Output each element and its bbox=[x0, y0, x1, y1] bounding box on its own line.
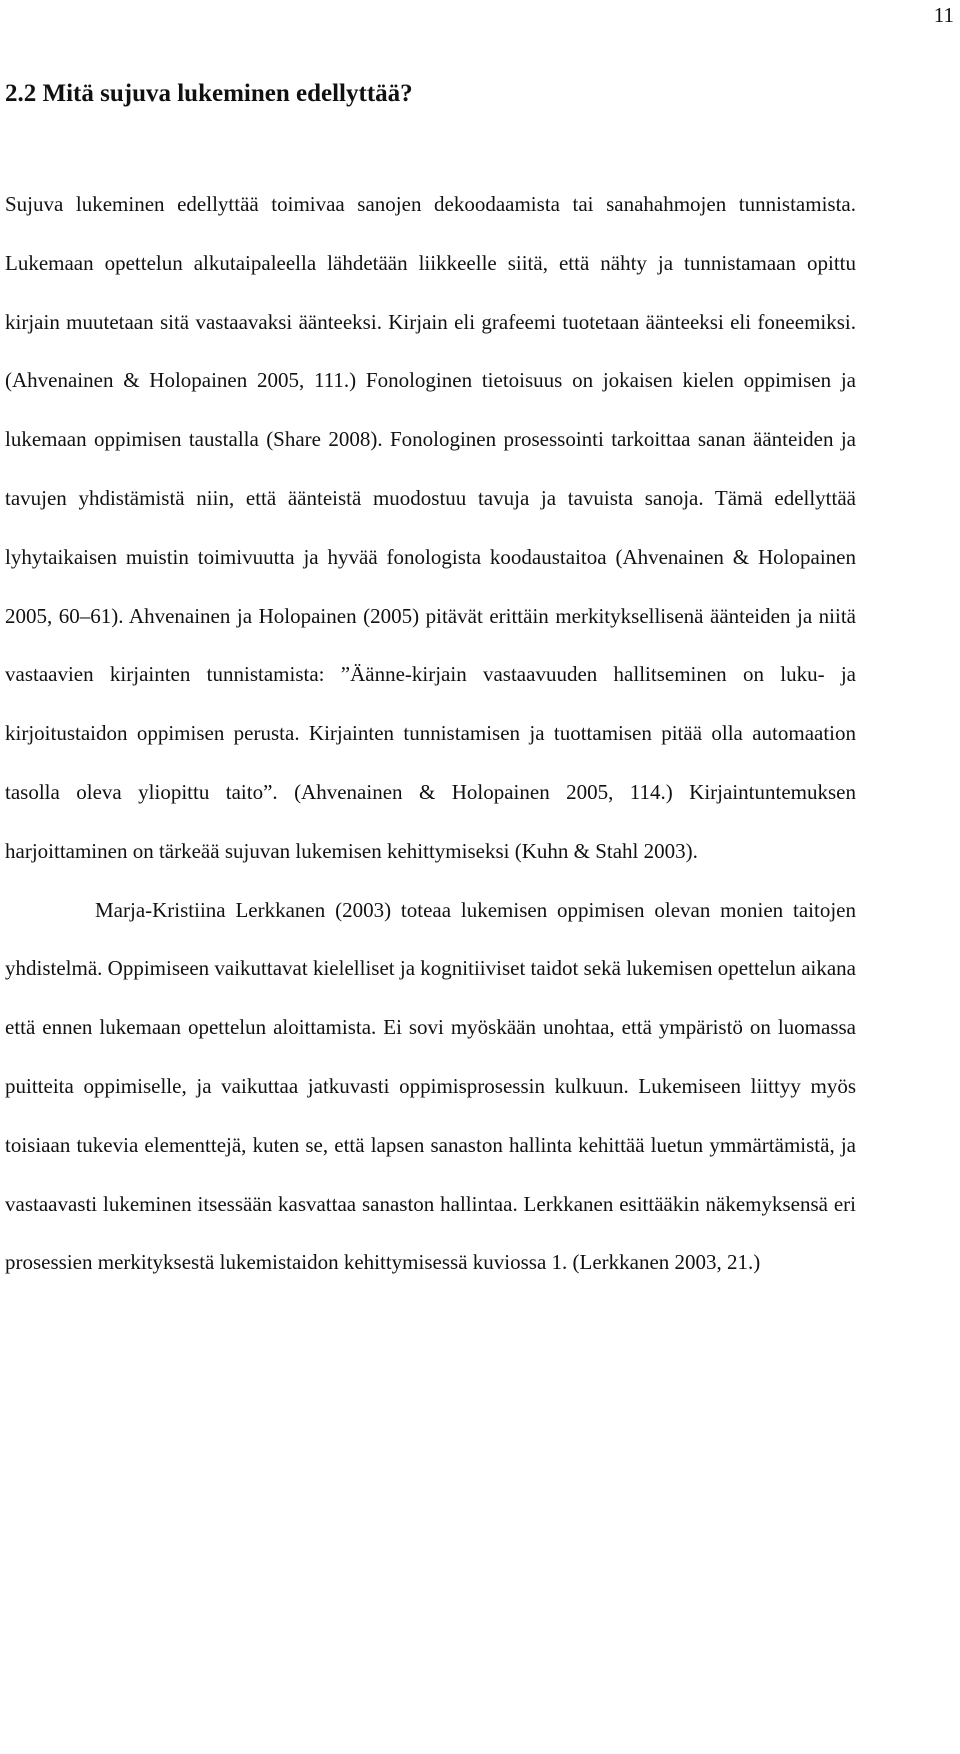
section-heading: 2.2 Mitä sujuva lukeminen edellyttää? bbox=[5, 80, 413, 107]
body-text bbox=[5, 175, 856, 1292]
paragraph-2: Marja-Kristiina Lerkkanen (2003) toteaa lukemisen oppimisen olevan monien taitojen yhdistelmä. Oppimiseen vaikuttavat kielelliset ja kognitiiviset taidot sekä lukemisen opettelun aikana että ennen lukemaan opettelun aloittamista. Ei sovi myöskään unohtaa, että ympäristö on luomassa puitteita oppimiselle, ja vaikuttaa jatkuvasti oppimisprosessin kulkuun. Lukemiseen liittyy myös toisiaan tukevia elementtejä, kuten se, että lapsen sanaston hallinta kehittää luetun ymmärtämistä, ja vastaavasti lukeminen itsessään kasvattaa sanaston hallintaa. Lerkkanen esittääkin näkemyksensä eri prosessien merkityksestä lukemistaidon kehittymisessä kuviossa 1. (Lerkkanen 2003, 21.) bbox=[5, 897, 856, 1275]
paragraph-1: Sujuva lukeminen edellyttää toimivaa sanojen dekoodaamista tai sanahahmojen tunnistamista. Lukemaan opettelun alkutaipaleella lähdetään liikkeelle siitä, että nähty ja tunnistamaan opittu kirjain muutetaan sitä vastaavaksi äänteeksi. Kirjain eli grafeemi tuotetaan äänteeksi eli foneemiksi. (Ahvenainen & Holopainen 2005, 111.) Fonologinen tietoisuus on jokaisen kielen oppimisen ja lukemaan oppimisen taustalla (Share 2008). Fonologinen prosessointi tarkoittaa sanan äänteiden ja tavujen yhdistämistä niin, että äänteistä muodostuu tavuja ja tavuista sanoja. Tämä edellyttää lyhytaikaisen muistin toimivuutta ja hyvää fonologista koodaustaitoa (Ahvenainen & Holopainen 2005, 60–61). Ahvenainen ja Holopainen (2005) pitävät erittäin merkityksellisenä äänteiden ja niitä vastaavien kirjainten tunnistamista: ”Äänne-kirjain vastaavuuden hallitseminen on luku- ja kirjoitustaidon oppimisen perusta. Kirjainten tunnistamisen ja tuottamisen pitää olla automaation tasolla oleva yliopittu taito”. (Ahvenainen & Holopainen 2005, 114.) Kirjaintuntemuksen harjoittaminen on tärkeää sujuvan lukemisen kehittymiseksi (Kuhn & Stahl 2003). bbox=[5, 192, 856, 863]
page-number: 11 bbox=[933, 3, 954, 27]
